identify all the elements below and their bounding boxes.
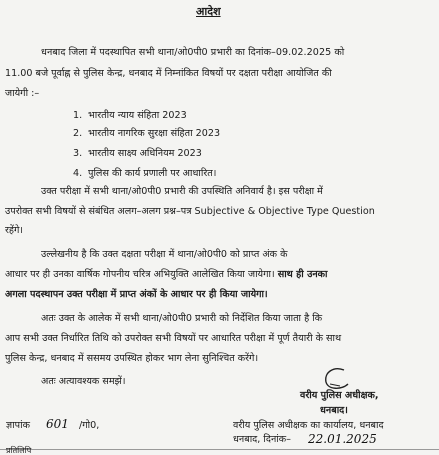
signatory-place: धनबाद। [320,405,348,416]
paragraph-2-line-1: उक्त परीक्षा में सभी थाना/ओ0पी0 प्रभारी की उपस्थिति अनिवार्य है। इस परीक्षा में [41,186,323,197]
memo-number: 601 [46,417,69,431]
paragraph-4-line-1: अतः उक्त के आलेक में सभी थाना/ओ0पी0 प्रभारी को निर्देशित किया जाता है कि [41,313,323,324]
memo-date: 22.01.2025 [308,432,377,446]
copy-label: प्रतिलिपि [6,446,32,455]
document-title: आदेश [196,5,221,18]
paragraph-3-line-3: अगला पदस्थापन उक्त परीक्षा में प्राप्त अंकों के आधार पर ही किया जायेगा। [5,289,268,300]
subject-item: पुलिस की कार्य प्रणाली पर आधारित। [88,168,217,179]
subject-number: 2. [73,128,83,139]
paragraph-4-line-2: आप सभी उक्त निर्धारित तिथि को उपरोक्त सभी विषयों पर आधारित परीक्षा में पूर्ण तैयारी के साथ [5,333,342,344]
subject-number: 1. [73,110,83,121]
paragraph-4-line-3: पुलिस केन्द्र, धनबाद में ससमय उपस्थित होकर भाग लेना सुनिश्चित करेंगे। [5,353,259,364]
paragraph-2-line-2: उपरोक्त सभी विषयों से संबंधित अलग–अलग प्रश्न–पत्र Subjective & Objective Type Question [5,206,375,217]
memo-suffix: /गो0, [79,420,100,431]
divider [0,449,439,450]
memo-label: ज्ञापांक [6,420,30,431]
subject-number: 3. [73,148,83,159]
intro-line-3: जायेगी :– [5,88,40,99]
signatory-title: वरीय पुलिस अधीक्षक, [300,390,379,401]
paragraph-3-line-1: उल्लेखनीय है कि उक्त दक्षता परीक्षा में थाना/ओ0पी0 को प्राप्त अंक के [41,249,288,260]
intro-line-1: धनबाद जिला में पदस्थापित सभी थाना/ओ0पी0 प्रभारी का दिनांक–09.02.2025 को [41,47,345,58]
issuing-office: वरीय पुलिस अधीक्षक का कार्यालय, धनबाद [233,420,384,431]
subject-item: भारतीय नागरिक सुरक्षा संहिता 2023 [88,128,221,139]
intro-line-2: 11.00 बजे पूर्वाह्न से पुलिस केन्द्र, धनबाद में निम्नांकित विषयों पर दक्षता परीक्षा आयोजित की [5,68,332,79]
paragraph-3-line-2 [5,269,328,281]
paragraph-3-emphasis: साथ ही उनका [277,269,328,280]
memo-date-label: धनबाद, दिनांक– [233,434,291,445]
subject-number: 4. [73,168,83,179]
subject-item: भारतीय न्याय संहिता 2023 [88,110,187,121]
closing-line: अतः अत्यावश्यक समझें। [41,376,126,387]
paragraph-2-line-3: रहेंगे। [5,225,24,236]
paragraph-3-line-2-text: आधार पर ही उनका वार्षिक गोपनीय चरित्र अभियुक्ति आलेखित किया जायेगा। [5,269,278,280]
subject-item: भारतीय साक्ष्य अधिनियम 2023 [88,148,202,159]
